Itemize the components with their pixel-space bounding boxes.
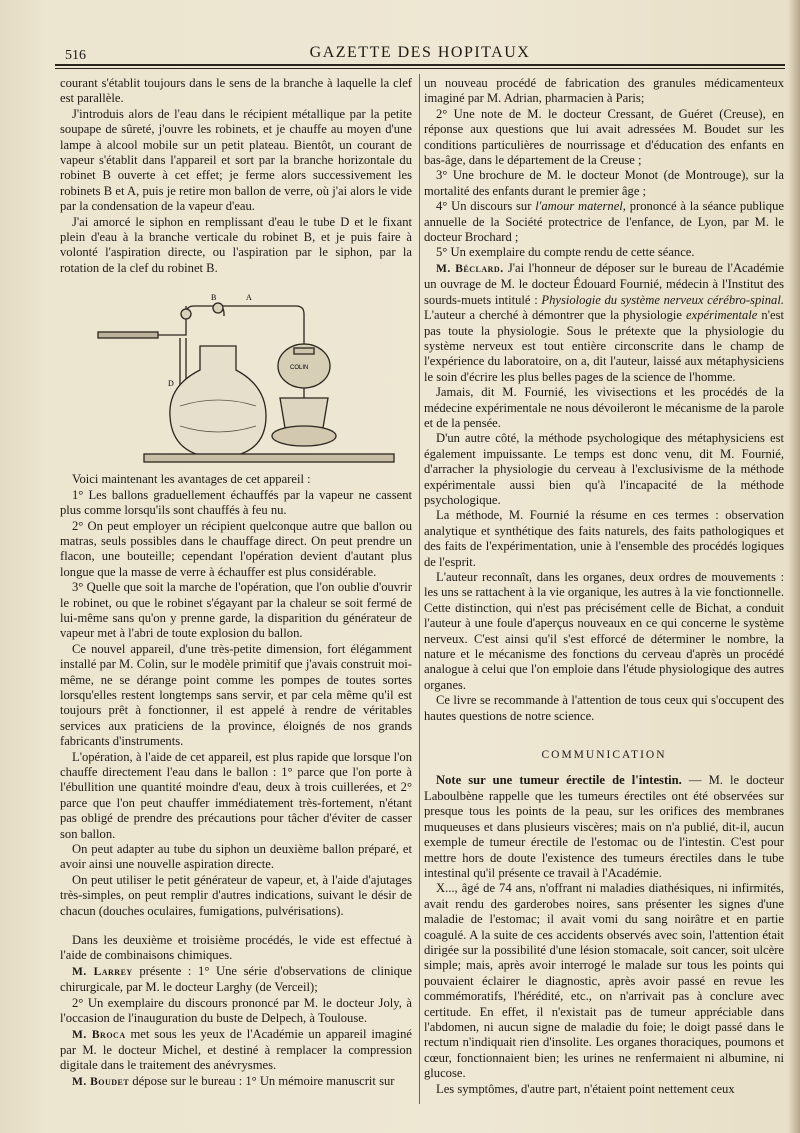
italic-title: l'amour maternel, [535,199,626,214]
page-edge-shadow [788,0,800,1133]
speaker-name: M. Broca [72,1028,126,1041]
entry-beclard [424,261,784,385]
paragraph: X..., âgé de 74 ans, n'offrant ni maladies diathésiques, ni infirmités, avait rendu des garderobes noires, sans présenter les signes d'une maladie de l'estomac; il avait vomi du sang noirâtre et en partie coagulé. A la suite de ces accidents observés avec soin, l'attention était dirigée sur la possibilité d'une lésion stomacale, soit cancer, soit ulcère simple; mais, après avoir interrogé le malade sur tous les points qui pouvaient éclairer le diagnostic, après avoir passé en revue les commémoratifs, l'hérédité, etc., on n'arrivait pas à conclure avec certitude. En effet, il n'existait pas de tumeur appréciable dans l'abdomen, ni aucun signe de maladie du foie; le doigt passé dans le rectum n'indiquait rien d'insolite. Les organes thoraciques, poumons et cœur, fonctionnaient bien; les urines ne renfermaient ni albumine, ni glucose. [424,881,784,1081]
text: 4° Un discours sur [436,199,536,214]
text: n'est pas toute la physiologie. Sous le prétexte que la physiologie du système nerveux est tout entière circonscrite dans le champ de l'expérience du laboratoire, on a, dit l'auteur, laissé aux métaphysiciens le soin d'écrire les plus belles pages de la science de l'homme. [424,308,784,384]
paragraph: un nouveau procédé de fabrication des granules médicamenteux imaginé par M. Adrian, pharmacien à Paris; [424,76,784,106]
paragraph: Ce nouvel appareil, d'une très-petite dimension, fort élégamment installé par M. Colin, sur le modèle primitif que j'avais construit moi-même, ne se dérange point comme les pompes de toutes sortes lorsqu'elles restent longtemps sans servir, et par cela même qu'il est toujours prêt à fonctionner, il est appelé à rendre de véritables services aux praticiens de la province, éloignés de nos grands fabricants d'instruments. [60,641,412,749]
label-b: B [211,293,217,303]
label-colin: COLIN [290,365,309,372]
paragraph: L'auteur reconnaît, dans les organes, deux ordres de mouvements : les uns se rattachent à la vie organique, les autres à la vie fonctionnelle. Cette distinction, qui n'est pas précisément celle de Bichat, a conduit l'auteur à une foule d'aperçus nouveaux en ce qui concerne le système nerveux. C'est ainsi qu'il s'est efforcé de déterminer le nombre, la nature et le mécanisme des fonctions du cerveau d'après un procédé analogue à celui que l'on emploie dans l'étude physiologique des autres organes. [424,570,784,692]
entry-boudet [60,1074,412,1090]
italic-title: Physiologie du système nerveux cérébro-spinal. [541,292,784,307]
text: — M. le docteur Laboulbène rappelle que les tumeurs érectiles ont été observées sur presque tous les points de la peau, sur les orifices des membranes muqueuses et dans plusieurs viscères; mais on n'a publié, dit-il, aucun exemple de tumeur érectile de l'estomac ou de l'intestin. C'est pour mettre hors de doute l'existence des tumeurs érectiles dans le tube intestinal qu'il présente ce travail à l'Académie. [424,773,784,880]
entry-larrey [60,964,412,996]
label-a: A [246,293,252,303]
column-divider [419,74,420,1104]
left-column [60,76,412,1090]
right-column [424,76,784,1097]
paragraph: On peut adapter au tube du siphon un deuxième ballon préparé, et avoir ainsi une nouvelle aspiration directe. [60,842,412,872]
paragraph: Voici maintenant les avantages de cet appareil : [72,472,311,487]
paragraph: D'un autre côté, la méthode psychologique des métaphysiciens est également impuissante. Le temps est donc venu, dit M. Fournié, d'arracher la physiologie du cerveau à l'exclusivisme de la méthode expérimentale aussi bien qu'à l'incapacité de la méthode psychologique. [424,431,784,507]
label-d: D [168,379,174,389]
paragraph: On peut utiliser le petit générateur de vapeur, et, à l'aide d'ajutages très-simples, on peut remplir d'autres indications, suivant le désir de chacun (douches oculaires, fumigations, pulvérisations). [60,872,412,918]
text: J'ai l'honneur de déposer sur le bureau de l'Académie un ouvrage de M. le docteur Édouard Fournié, médecin à l'Institut des sourds-muets intitulé : [424,260,784,307]
text: L'auteur a cherché à démontrer que la physiologie [424,308,687,323]
paragraph: La méthode, M. Fournié la résume en ces termes : observation analytique et synthétique des faits naturels, des faits pathologiques et des faits de l'expérimentation, unie à l'ensemble des procédés logiques de l'esprit. [424,508,784,569]
communication-title: Note sur une tumeur érectile de l'intestin. [436,773,682,788]
paragraph: Ce livre se recommande à l'attention de tous ceux qui s'occupent des hautes questions de notre science. [424,693,784,723]
paragraph: 2° On peut employer un récipient quelconque autre que ballon ou matras, seuls possibles dans le chauffage direct. On peut prendre un flacon, une bouteille; cependant l'opération devient d'autant plus longue que la masse de verre à échauffer est plus considérable. [60,518,412,579]
entry-text: 2° Un exemplaire du discours prononcé par M. le docteur Joly, à l'occasion de l'inauguration du buste de Delpech, à Toulouse. [60,995,412,1026]
paragraph: Les symptômes, d'autre part, n'étaient point nettement ceux [436,1081,735,1096]
section-heading: COMMUNICATION [541,749,667,762]
paragraph: 2° Une note de M. le docteur Cressant, de Guéret (Creuse), en réponse aux questions que lui avait adressées M. Boudet sur les conditions particulières de nourrissage et d'éducation des enfants en bas-âge, dans le département de la Creuse ; [424,106,784,168]
paragraph: Dans les deuxième et troisième procédés, le vide est effectué à l'aide de combinaisons chimiques. [60,933,412,963]
paragraph: 5° Un exemplaire du compte rendu de cette séance. [436,245,695,260]
text: prononcé à la séance publique annuelle de la Société protectrice de l'enfance, de Lyon, par M. le docteur Brochard ; [424,199,784,245]
paragraph: 1° Les ballons graduellement échauffés par la vapeur ne cassent plus comme lorsqu'ils sont chauffés à feu nu. [60,487,412,518]
paragraph: J'ai amorcé le siphon en remplissant d'eau le tube D et le fixant plein d'eau à la branche verticale du robinet B, et je puis faire à volonté l'aspiration directe, ou l'aspiration par le siphon, par la rotation de la clef du robinet B. [60,214,412,275]
communication-lead-paragraph [424,773,784,881]
apparatus-figure [68,286,398,466]
paragraph: 3° Une brochure de M. le docteur Monot (de Montrouge), sur la mortalité des enfants durant le premier âge ; [424,168,784,198]
paragraph: L'opération, à l'aide de cet appareil, est plus rapide que lorsque l'on chauffe directement l'eau dans le ballon : 1° parce que l'on porte à l'ébullition une quantité moindre d'eau, deux à trois cuillerées, et 2° parce que l'on peut chauffer immédiatement très-fortement, n'étant pas obligé de prendre des précautions pour tâcher d'éviter de casser son ballon. [60,749,412,841]
header-rule-thin [55,68,785,69]
speaker-name: M. Larrey [72,965,133,978]
entry-joly [60,996,412,1027]
page-number: 516 [65,48,86,63]
header-rule [55,64,785,66]
entry-text: dépose sur le bureau : 1° Un mémoire manuscrit sur [129,1073,395,1088]
speaker-name: M. Boudet [72,1075,130,1088]
entry-text: présente : 1° Une série d'observations de clinique chirurgicale, par M. le docteur Larghy (de Verceil); [60,963,412,995]
apparatus-illustration [68,286,398,466]
paragraph: Jamais, dit M. Fournié, les vivisections et les procédés de la médecine expérimentale ne nous dévoileront le mécanisme de la parole et de la pensée. [424,385,784,430]
paragraph: courant s'établit toujours dans le sens de la branche à laquelle la clef est parallèle. [60,76,412,106]
entry-text: met sous les yeux de l'Académie un appareil imaginé par M. le docteur Michel, et destiné à remplacer la compression digitale dans le traitement des anévrysmes. [60,1026,412,1073]
page-header [55,44,785,64]
entry-broca [60,1027,412,1074]
paragraph [424,199,784,245]
paragraph: 3° Quelle que soit la marche de l'opération, que l'on oublie d'ouvrir le robinet, ou que le robinet s'égayant par la chaleur se soit fermé de lui-même sans qu'on y prenne garde, la disparition du générateur de vapeur met à l'abri de toute explosion du ballon. [60,580,412,641]
paragraph: J'introduis alors de l'eau dans le récipient métallique par la petite soupape de sûreté, j'ouvre les robinets, et je chauffe au moyen d'une lampe à alcool mobile sur un petit plateau. Bientôt, un courant de vapeur s'établit dans l'appareil et sort par la branche horizontale du robinet B ouverte à cet effet; je ferme alors successivement les robinets B et A, puis je retire mon ballon de verre, où j'ai alors le vide par la condensation de la vapeur d'eau. [60,106,412,214]
italic-word: expérimentale [686,308,758,323]
journal-title: GAZETTE DES HOPITAUX [309,44,531,61]
speaker-name: M. Béclard. [436,262,504,275]
